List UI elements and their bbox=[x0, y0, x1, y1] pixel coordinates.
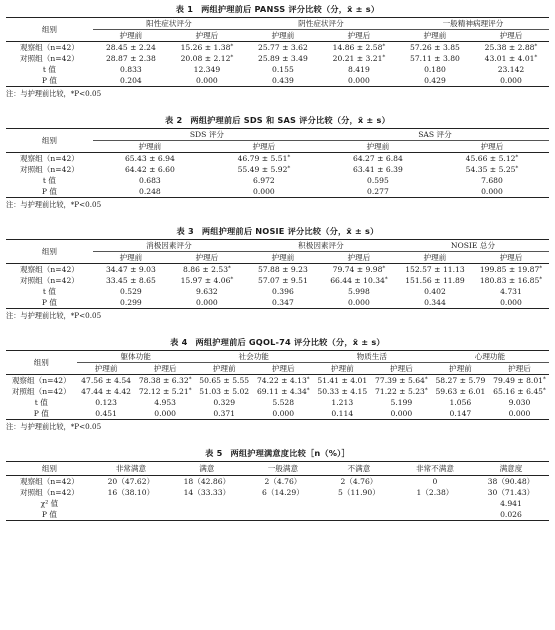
table-cell: 0.000 bbox=[508, 409, 531, 418]
table-note: 注：与护理前比较，*P<0.05 bbox=[6, 200, 102, 209]
table-cell: 43.01 ± 4.01* bbox=[484, 54, 538, 63]
sub-header: 护理前 bbox=[93, 252, 169, 264]
table-cell: 0.000 bbox=[196, 76, 218, 85]
table-cell: 45.66 ± 5.12* bbox=[465, 154, 519, 163]
table-number: 表 3 bbox=[176, 226, 194, 236]
row-label: 对照组（n=42） bbox=[19, 54, 79, 63]
table-cell: 4.953 bbox=[154, 398, 177, 407]
table-cell: 78.38 ± 6.32* bbox=[138, 376, 192, 385]
table-cell: 0.329 bbox=[213, 398, 236, 407]
sub-header: 护理前 bbox=[93, 30, 169, 42]
table-title: 两组护理前后 SDS 和 SAS 评分比较（分，x̄ ± s） bbox=[190, 115, 390, 125]
table-cell: 55.49 ± 5.92* bbox=[237, 165, 291, 174]
corner-header: 组别 bbox=[6, 129, 93, 153]
table-cell bbox=[169, 509, 245, 521]
table-cell: 0.833 bbox=[120, 65, 142, 74]
table-cell: 0.147 bbox=[449, 409, 472, 418]
table-cell: 0.429 bbox=[424, 76, 446, 85]
table-title: 两组护理满意度比较［n（%）］ bbox=[230, 448, 350, 458]
table-3-nosie bbox=[6, 239, 549, 309]
table-row bbox=[6, 408, 549, 420]
table-cell: 0.683 bbox=[139, 176, 161, 185]
table-1-panss bbox=[6, 17, 549, 87]
sub-header: 护理后 bbox=[254, 363, 313, 375]
table-note: 注：与护理前比较，*P<0.05 bbox=[6, 311, 102, 320]
table-cell: 46.79 ± 5.51* bbox=[237, 154, 291, 163]
column-header: 不满意 bbox=[321, 462, 397, 476]
table-cell: 0.026 bbox=[500, 510, 522, 519]
sub-header: 护理后 bbox=[169, 30, 245, 42]
table-cell: 79.74 ± 9.98* bbox=[332, 265, 386, 274]
table-row bbox=[6, 264, 549, 276]
table-cell: 64.27 ± 6.84 bbox=[352, 154, 403, 163]
sub-header: 护理前 bbox=[195, 363, 254, 375]
table-cell: 0.371 bbox=[213, 409, 236, 418]
table-cell: 5.199 bbox=[390, 398, 413, 407]
table-5-satisfaction bbox=[6, 461, 549, 521]
group-header: 躯体功能 bbox=[77, 351, 195, 363]
table-cell: 0.529 bbox=[120, 287, 142, 296]
table-cell: 4.941 bbox=[500, 499, 522, 508]
table-cell: 0.396 bbox=[272, 287, 294, 296]
table-cell: 57.11 ± 3.80 bbox=[410, 54, 460, 63]
group-header: 积极因素评分 bbox=[245, 240, 397, 252]
table-cell bbox=[397, 509, 473, 521]
row-label: 观察组（n=42） bbox=[19, 477, 79, 486]
table-cell: 69.11 ± 4.34* bbox=[256, 387, 310, 396]
corner-header: 组别 bbox=[6, 351, 77, 375]
sub-header: 护理前 bbox=[397, 252, 473, 264]
table-cell: 7.680 bbox=[481, 176, 503, 185]
table-cell: 14（33.33） bbox=[183, 488, 231, 497]
table-row bbox=[6, 186, 549, 198]
table-cell: 15.97 ± 4.06* bbox=[180, 276, 234, 285]
column-header: 满意度 bbox=[473, 462, 549, 476]
table-note: 注：与护理前比较，*P<0.05 bbox=[6, 89, 102, 98]
table-cell: 51.03 ± 5.02 bbox=[199, 387, 250, 396]
row-label: t 值 bbox=[42, 176, 56, 185]
table-cell: 15.26 ± 1.38* bbox=[180, 43, 234, 52]
table-cell bbox=[245, 498, 321, 509]
group-header: 阴性症状评分 bbox=[245, 18, 397, 30]
table-cell: 5.528 bbox=[272, 398, 295, 407]
table-cell: 0.000 bbox=[348, 298, 370, 307]
sub-header: 护理后 bbox=[169, 252, 245, 264]
table-cell: 0.000 bbox=[500, 298, 522, 307]
table-cell: 0.123 bbox=[95, 398, 117, 407]
sub-header: 护理前 bbox=[93, 141, 207, 153]
table-cell bbox=[93, 509, 169, 521]
table-cell bbox=[397, 498, 473, 509]
sub-header: 护理前 bbox=[321, 141, 435, 153]
group-header: 物质生活 bbox=[313, 351, 431, 363]
table-row bbox=[6, 375, 549, 387]
table-cell: 25.38 ± 2.88* bbox=[484, 43, 538, 52]
group-header: 社会功能 bbox=[195, 351, 313, 363]
corner-header: 组别 bbox=[6, 18, 93, 42]
row-label: 观察组（n=42） bbox=[11, 376, 71, 385]
sub-header: 护理后 bbox=[473, 30, 549, 42]
table-cell bbox=[169, 498, 245, 509]
corner-header: 组别 bbox=[6, 240, 93, 264]
group-header: 消极因素评分 bbox=[93, 240, 245, 252]
table-cell: 79.49 ± 8.01* bbox=[493, 376, 546, 385]
table-cell: 8.86 ± 2.53* bbox=[183, 265, 231, 274]
table-cell: 28.87 ± 2.38 bbox=[105, 54, 156, 63]
table-cell: 0.595 bbox=[367, 176, 389, 185]
row-label: 观察组（n=42） bbox=[19, 43, 79, 52]
table-row bbox=[6, 297, 549, 309]
table-4-gqol bbox=[6, 350, 549, 420]
table-cell: 58.27 ± 5.79 bbox=[435, 376, 486, 385]
table-cell: 72.12 ± 5.21* bbox=[138, 387, 192, 396]
table-cell: 25.77 ± 3.62 bbox=[257, 43, 308, 52]
table-number: 表 1 bbox=[175, 4, 194, 14]
table-cell: 8.419 bbox=[348, 65, 370, 74]
table-cell: 20.08 ± 2.12* bbox=[180, 54, 234, 63]
table-cell: 9.632 bbox=[196, 287, 218, 296]
table-cell: 0.344 bbox=[424, 298, 446, 307]
sub-header: 护理前 bbox=[313, 363, 372, 375]
table-cell: 25.89 ± 3.49 bbox=[257, 54, 308, 63]
row-label: 对照组（n=42） bbox=[19, 165, 79, 174]
table-cell: 57.88 ± 9.23 bbox=[257, 265, 308, 274]
sub-header: 护理前 bbox=[431, 363, 490, 375]
table-cell: 0 bbox=[432, 477, 438, 486]
table-cell: 50.33 ± 4.15 bbox=[317, 387, 368, 396]
row-label: t 值 bbox=[42, 65, 56, 74]
sub-header: 护理后 bbox=[207, 141, 321, 153]
table-row bbox=[6, 164, 549, 175]
table-cell: 54.35 ± 5.25* bbox=[465, 165, 519, 174]
table-cell: 71.22 ± 5.23* bbox=[375, 387, 428, 396]
table-cell: 0.402 bbox=[424, 287, 446, 296]
table-cell bbox=[321, 498, 397, 509]
table-cell: 0.155 bbox=[272, 65, 294, 74]
table-cell: 14.86 ± 2.58* bbox=[332, 43, 386, 52]
table-cell: 64.42 ± 6.60 bbox=[124, 165, 175, 174]
sub-header: 护理后 bbox=[321, 252, 397, 264]
row-label: P 值 bbox=[41, 76, 57, 85]
table-1-caption bbox=[6, 4, 549, 15]
table-cell: 0.000 bbox=[154, 409, 177, 418]
sub-header: 护理前 bbox=[245, 252, 321, 264]
table-cell bbox=[93, 498, 169, 509]
table-cell: 66.44 ± 10.34* bbox=[330, 276, 388, 285]
table-cell: 0.277 bbox=[367, 187, 389, 196]
column-header: 一般满意 bbox=[245, 462, 321, 476]
table-cell: 0.000 bbox=[481, 187, 503, 196]
table-cell: 30（71.43） bbox=[487, 488, 535, 497]
column-header: 组别 bbox=[6, 462, 93, 476]
row-label: 对照组（n=42） bbox=[11, 387, 71, 396]
sub-header: 护理后 bbox=[435, 141, 549, 153]
table-cell: 180.83 ± 16.85* bbox=[479, 276, 543, 285]
sub-header: 护理后 bbox=[473, 252, 549, 264]
table-cell: 16（38.10） bbox=[107, 488, 155, 497]
table-cell: 2（4.76） bbox=[264, 477, 302, 486]
table-cell: 33.45 ± 8.65 bbox=[105, 276, 156, 285]
table-cell: 38（90.48） bbox=[487, 477, 535, 486]
table-cell: 6.972 bbox=[253, 176, 275, 185]
table-row bbox=[6, 286, 549, 297]
table-cell: 4.731 bbox=[500, 287, 522, 296]
table-cell: 0.347 bbox=[272, 298, 294, 307]
table-cell: 0.000 bbox=[500, 76, 522, 85]
sub-header: 护理后 bbox=[490, 363, 549, 375]
table-row bbox=[6, 498, 549, 509]
table-cell: 0.299 bbox=[120, 298, 142, 307]
table-cell: 28.45 ± 2.24 bbox=[105, 43, 156, 52]
table-3-caption bbox=[6, 226, 549, 237]
table-row bbox=[6, 75, 549, 87]
table-row bbox=[6, 64, 549, 75]
table-cell: 0.204 bbox=[120, 76, 142, 85]
sub-header: 护理前 bbox=[245, 30, 321, 42]
table-row bbox=[6, 275, 549, 286]
table-cell: 57.26 ± 3.85 bbox=[410, 43, 460, 52]
table-cell: 0.439 bbox=[272, 76, 294, 85]
table-cell: 23.142 bbox=[497, 65, 525, 74]
sub-header: 护理后 bbox=[372, 363, 431, 375]
table-cell: 151.56 ± 11.89 bbox=[405, 276, 465, 285]
column-header: 非常不满意 bbox=[397, 462, 473, 476]
table-cell: 0.000 bbox=[253, 187, 275, 196]
table-row bbox=[6, 175, 549, 186]
table-cell: 74.22 ± 4.13* bbox=[256, 376, 310, 385]
table-title: 两组护理前后 GQOL-74 评分比较（分，x̄ ± s） bbox=[195, 337, 385, 347]
table-row bbox=[6, 53, 549, 64]
row-label: P 值 bbox=[41, 298, 57, 307]
table-row bbox=[6, 509, 549, 521]
table-row bbox=[6, 42, 549, 54]
row-label: 对照组（n=42） bbox=[19, 488, 79, 497]
group-header: 阳性症状评分 bbox=[93, 18, 245, 30]
table-cell: 0.180 bbox=[424, 65, 446, 74]
sub-header: 护理后 bbox=[321, 30, 397, 42]
group-header: SAS 评分 bbox=[321, 129, 549, 141]
table-cell: 152.57 ± 11.13 bbox=[405, 265, 465, 274]
table-cell: 0.000 bbox=[196, 298, 218, 307]
table-cell: 199.85 ± 19.87* bbox=[479, 265, 543, 274]
group-header: NOSIE 总分 bbox=[397, 240, 549, 252]
group-header: 一般精神病理评分 bbox=[397, 18, 549, 30]
table-cell: 18（42.86） bbox=[183, 477, 231, 486]
group-header: SDS 评分 bbox=[93, 129, 321, 141]
table-cell: 0.000 bbox=[390, 409, 413, 418]
table-cell: 34.47 ± 9.03 bbox=[105, 265, 156, 274]
table-row bbox=[6, 487, 549, 498]
table-note: 注：与护理前比较，*P<0.05 bbox=[6, 422, 102, 431]
table-number: 表 5 bbox=[205, 448, 223, 458]
group-header: 心理功能 bbox=[431, 351, 549, 363]
table-cell: 0.000 bbox=[272, 409, 295, 418]
table-2-caption bbox=[6, 115, 549, 126]
table-4-caption bbox=[6, 337, 549, 348]
table-cell bbox=[321, 509, 397, 521]
table-cell: 0.248 bbox=[139, 187, 161, 196]
row-label: t 值 bbox=[42, 287, 56, 296]
table-cell: 0.451 bbox=[95, 409, 117, 418]
row-label: 对照组（n=42） bbox=[19, 276, 79, 285]
table-cell: 5（11.90） bbox=[338, 488, 380, 497]
row-label: P 值 bbox=[41, 187, 57, 196]
table-cell: 59.63 ± 6.01 bbox=[435, 387, 486, 396]
table-cell: 51.41 ± 4.01 bbox=[317, 376, 368, 385]
table-number: 表 4 bbox=[170, 337, 188, 347]
table-cell: 57.07 ± 9.51 bbox=[257, 276, 308, 285]
column-header: 非常满意 bbox=[93, 462, 169, 476]
table-title: 两组护理前后 NOSIE 评分比较（分，x̄ ± s） bbox=[201, 226, 379, 236]
row-label: χ² 值 bbox=[40, 499, 59, 508]
table-cell: 1.056 bbox=[449, 398, 472, 407]
table-cell: 20.21 ± 3.21* bbox=[332, 54, 386, 63]
table-cell: 77.39 ± 5.64* bbox=[375, 376, 428, 385]
table-cell: 6（14.29） bbox=[262, 488, 304, 497]
table-cell: 2（4.76） bbox=[340, 477, 378, 486]
table-cell: 1（2.38） bbox=[416, 488, 454, 497]
table-cell: 20（47.62） bbox=[107, 477, 155, 486]
row-label: P 值 bbox=[33, 409, 49, 418]
table-cell: 50.65 ± 5.55 bbox=[199, 376, 250, 385]
table-cell: 1.213 bbox=[331, 398, 354, 407]
table-cell: 63.41 ± 6.39 bbox=[352, 165, 403, 174]
sub-header: 护理前 bbox=[397, 30, 473, 42]
table-row bbox=[6, 153, 549, 165]
table-cell: 5.998 bbox=[348, 287, 370, 296]
table-2-sds-sas bbox=[6, 128, 549, 198]
table-cell: 47.44 ± 4.42 bbox=[81, 387, 132, 396]
table-cell bbox=[245, 509, 321, 521]
sub-header: 护理前 bbox=[77, 363, 136, 375]
sub-header: 护理后 bbox=[136, 363, 195, 375]
row-label: 观察组（n=42） bbox=[19, 154, 79, 163]
table-cell: 65.16 ± 6.45* bbox=[493, 387, 546, 396]
row-label: t 值 bbox=[34, 398, 48, 407]
table-number: 表 2 bbox=[165, 115, 183, 125]
table-cell: 47.56 ± 4.54 bbox=[81, 376, 132, 385]
table-row bbox=[6, 397, 549, 408]
table-cell: 12.349 bbox=[193, 65, 221, 74]
table-5-caption bbox=[6, 448, 549, 459]
row-label: P 值 bbox=[41, 510, 57, 519]
table-cell: 0.000 bbox=[348, 76, 370, 85]
column-header: 满意 bbox=[169, 462, 245, 476]
table-cell: 0.114 bbox=[331, 409, 354, 418]
table-row bbox=[6, 476, 549, 488]
table-title: 两组护理前后 PANSS 评分比较（分，x̄ ± s） bbox=[201, 4, 380, 14]
table-cell: 9.030 bbox=[508, 398, 531, 407]
table-cell: 65.43 ± 6.94 bbox=[124, 154, 175, 163]
row-label: 观察组（n=42） bbox=[19, 265, 79, 274]
table-row bbox=[6, 386, 549, 397]
